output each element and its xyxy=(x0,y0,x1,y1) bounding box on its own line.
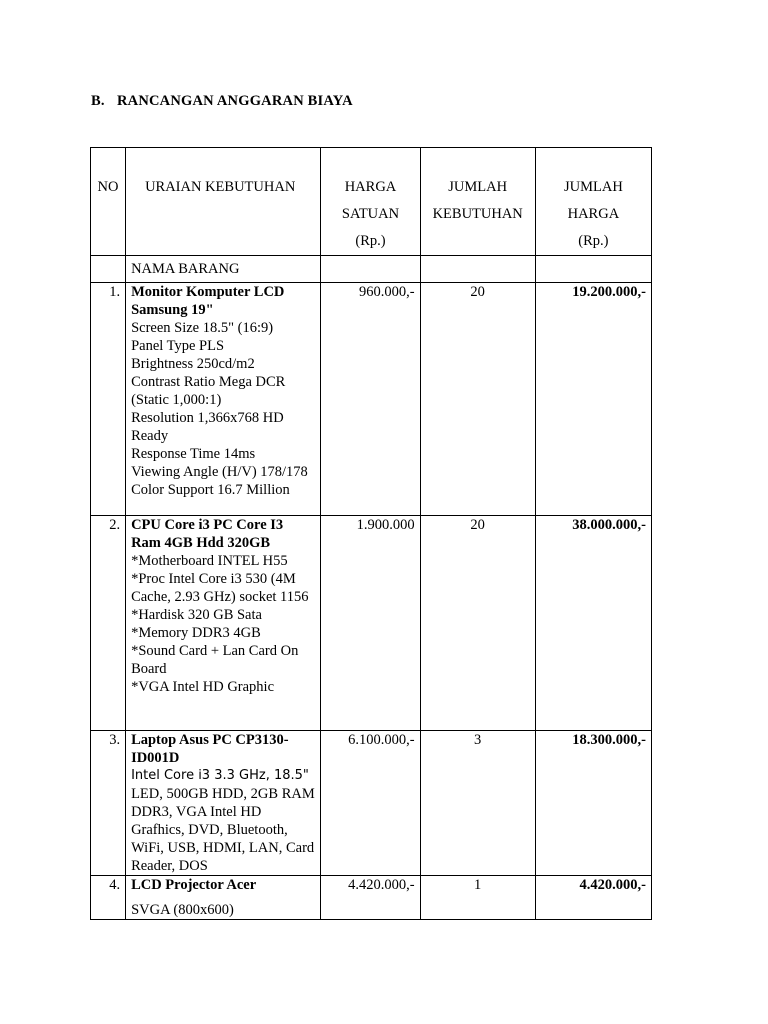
table-row xyxy=(91,876,652,920)
item-spec: *Motherboard INTEL H55 xyxy=(131,553,288,569)
item-name: Monitor Komputer LCD Samsung 19" xyxy=(131,284,285,318)
item-spec: Brightness 250cd/m2 xyxy=(131,356,255,372)
header-uraian: URAIAN KEBUTUHAN xyxy=(126,148,321,256)
item-spec: Panel Type PLS xyxy=(131,338,225,354)
section-heading xyxy=(91,93,353,110)
item-spec: SVGA (800x600) xyxy=(131,902,234,918)
table-subheader-row xyxy=(91,256,652,283)
row-description xyxy=(126,516,321,731)
item-spec: Color Support 16.7 Million xyxy=(131,482,290,498)
item-spec: LED, 500GB HDD, 2GB RAM DDR3, VGA Intel HD Grafhics, DVD, Bluetooth, WiFi, USB, HDMI, LAN, Card Reader, DOS xyxy=(131,786,315,874)
header-harga-satuan: HARGA SATUAN (Rp.) xyxy=(321,148,420,256)
section-title: RANCANGAN ANGGARAN BIAYA xyxy=(117,93,353,109)
table-header-row xyxy=(91,148,652,256)
row-number: 3. xyxy=(91,731,126,876)
subheader-nama-barang: NAMA BARANG xyxy=(126,256,321,283)
item-name: CPU Core i3 PC Core I3 Ram 4GB Hdd 320GB xyxy=(131,517,284,551)
header-jumlah-kebutuhan: JUMLAH KEBUTUHAN xyxy=(420,148,535,256)
section-number: B. xyxy=(91,93,105,109)
unit-price: 4.420.000,- xyxy=(321,876,420,920)
row-number: 4. xyxy=(91,876,126,920)
item-spec: Response Time 14ms xyxy=(131,446,256,462)
unit-price: 960.000,- xyxy=(321,283,420,516)
item-spec: *Memory DDR3 4GB xyxy=(131,625,261,641)
item-spec: *Sound Card + Lan Card On Board xyxy=(131,643,299,677)
total-price: 18.300.000,- xyxy=(535,731,651,876)
item-spec: Resolution 1,366x768 HD Ready xyxy=(131,410,284,444)
quantity: 3 xyxy=(420,731,535,876)
header-jumlah-harga: JUMLAH HARGA (Rp.) xyxy=(535,148,651,256)
quantity: 1 xyxy=(420,876,535,920)
table-row xyxy=(91,283,652,516)
row-number: 2. xyxy=(91,516,126,731)
total-price: 4.420.000,- xyxy=(535,876,651,920)
row-description xyxy=(126,876,321,920)
row-description xyxy=(126,731,321,876)
total-price: 19.200.000,- xyxy=(535,283,651,516)
table-row xyxy=(91,731,652,876)
row-description xyxy=(126,283,321,516)
budget-table xyxy=(90,147,652,920)
total-price: 38.000.000,- xyxy=(535,516,651,731)
quantity: 20 xyxy=(420,516,535,731)
row-number: 1. xyxy=(91,283,126,516)
item-spec: *Proc Intel Core i3 530 (4M Cache, 2.93 GHz) socket 1156 xyxy=(131,571,309,605)
unit-price: 1.900.000 xyxy=(321,516,420,731)
item-spec: *VGA Intel HD Graphic xyxy=(131,679,275,695)
item-name: Laptop Asus PC CP3130-ID001D xyxy=(131,732,289,766)
item-spec: Intel Core i3 3.3 GHz, 18.5" xyxy=(131,768,309,783)
item-spec: *Hardisk 320 GB Sata xyxy=(131,607,262,623)
unit-price: 6.100.000,- xyxy=(321,731,420,876)
table-row xyxy=(91,516,652,731)
item-spec: Screen Size 18.5" (16:9) xyxy=(131,320,274,336)
item-name: LCD Projector Acer xyxy=(131,877,257,893)
header-no: NO xyxy=(91,148,126,256)
item-spec: Contrast Ratio Mega DCR (Static 1,000:1) xyxy=(131,374,286,408)
item-spec: Viewing Angle (H/V) 178/178 xyxy=(131,464,308,480)
quantity: 20 xyxy=(420,283,535,516)
